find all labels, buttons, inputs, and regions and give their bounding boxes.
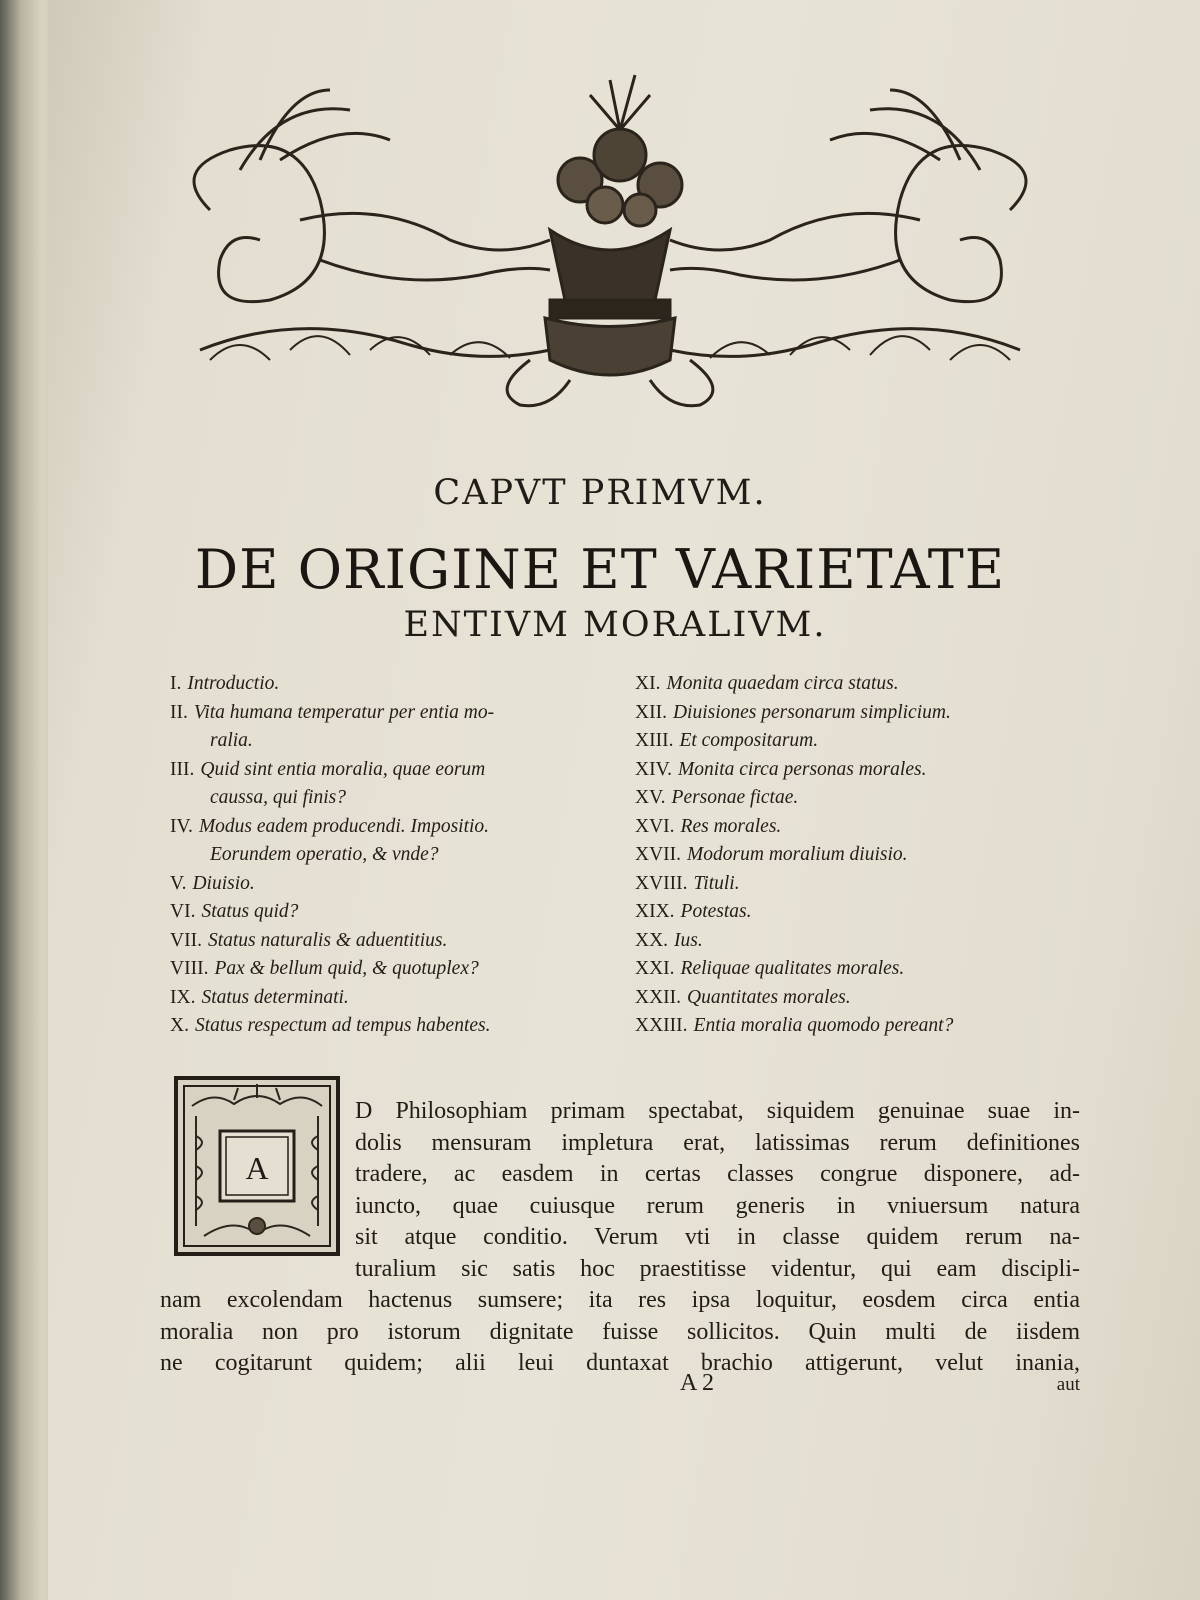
contents-item: VI. Status quid? bbox=[170, 901, 299, 922]
signature-mark: A 2 bbox=[680, 1370, 715, 1396]
contents-right-column bbox=[635, 670, 1075, 1041]
contents-item: IV. Modus eadem producendi. Impositio. Eorundem operatio, & vnde? bbox=[170, 815, 490, 865]
catchword: aut bbox=[1056, 1374, 1080, 1395]
headpiece-ornament bbox=[150, 60, 1070, 420]
paragraph-line: turalium sic satis hoc praestitisse videntur, qui eam discipli- bbox=[355, 1255, 1080, 1282]
chapter-subtitle: ENTIVM MORALIVM. bbox=[403, 605, 827, 645]
contents-item: XIV. Monita circa personas morales. bbox=[635, 758, 927, 780]
contents-item: XI. Monita quaedam circa status. bbox=[635, 673, 899, 694]
contents-item: XV. Personae fictae. bbox=[635, 787, 799, 808]
main-paragraph bbox=[160, 1096, 1080, 1380]
paragraph-line: D Philosophiam primam spectabat, siquidem genuinae suae in- bbox=[355, 1098, 1080, 1124]
contents-item: II. Vita humana temperatur per entia mo- ralia. bbox=[170, 701, 495, 751]
initial-letter: A bbox=[245, 1150, 269, 1186]
contents-item: VII. Status naturalis & aduentitius. bbox=[170, 929, 448, 951]
contents-item: XXI. Reliquae qualitates morales. bbox=[635, 958, 905, 979]
chapter-heading: CAPVT PRIMVM. bbox=[433, 473, 767, 513]
paragraph-line: nam excolendam hactenus sumsere; ita res ipsa loquitur, eosdem circa entia bbox=[160, 1287, 1080, 1313]
paragraph-line: moralia non pro istorum dignitate fuisse sollicitos. Quin multi de iisdem bbox=[160, 1318, 1080, 1345]
contents-item: XIII. Et compositarum. bbox=[635, 730, 819, 751]
contents-item: I. Introductio. bbox=[170, 673, 280, 694]
chapter-title: DE ORIGINE ET VARIETATE bbox=[194, 538, 1006, 601]
paragraph-line: dolis mensuram impletura erat, latissimas rerum definitiones bbox=[355, 1129, 1080, 1156]
contents-item: XXIII. Entia moralia quomodo pereant? bbox=[635, 1015, 954, 1036]
paragraph-line: sit atque conditio. Verum vti in classe quidem rerum na- bbox=[355, 1224, 1080, 1250]
paragraph-line: ne cogitarunt quidem; alii leui duntaxat brachio attigerunt, velut inania, bbox=[160, 1350, 1080, 1376]
contents-item: III. Quid sint entia moralia, quae eorum caussa, qui finis? bbox=[170, 758, 486, 808]
contents-item: X. Status respectum ad tempus habentes. bbox=[170, 1015, 491, 1036]
contents-item: XII. Diuisiones personarum simplicium. bbox=[635, 701, 951, 723]
contents-item: XVII. Modorum moralium diuisio. bbox=[635, 844, 908, 865]
contents-item: XX. Ius. bbox=[635, 929, 703, 951]
page-footer bbox=[160, 1370, 1080, 1406]
contents-item: V. Diuisio. bbox=[170, 872, 255, 894]
contents-left-column bbox=[170, 670, 620, 1041]
contents-item: XVIII. Tituli. bbox=[635, 872, 740, 894]
paragraph-line: iuncto, quae cuiusque rerum generis in vniuersum natura bbox=[355, 1192, 1080, 1219]
contents-item: XVI. Res morales. bbox=[635, 815, 782, 837]
contents-item: VIII. Pax & bellum quid, & quotuplex? bbox=[170, 958, 479, 979]
contents-item: IX. Status determinati. bbox=[170, 986, 349, 1008]
contents-item: XXII. Quantitates morales. bbox=[635, 986, 851, 1008]
paragraph-line: tradere, ac easdem in certas classes congrue disponere, ad- bbox=[355, 1161, 1080, 1187]
contents-item: XIX. Potestas. bbox=[635, 901, 752, 922]
